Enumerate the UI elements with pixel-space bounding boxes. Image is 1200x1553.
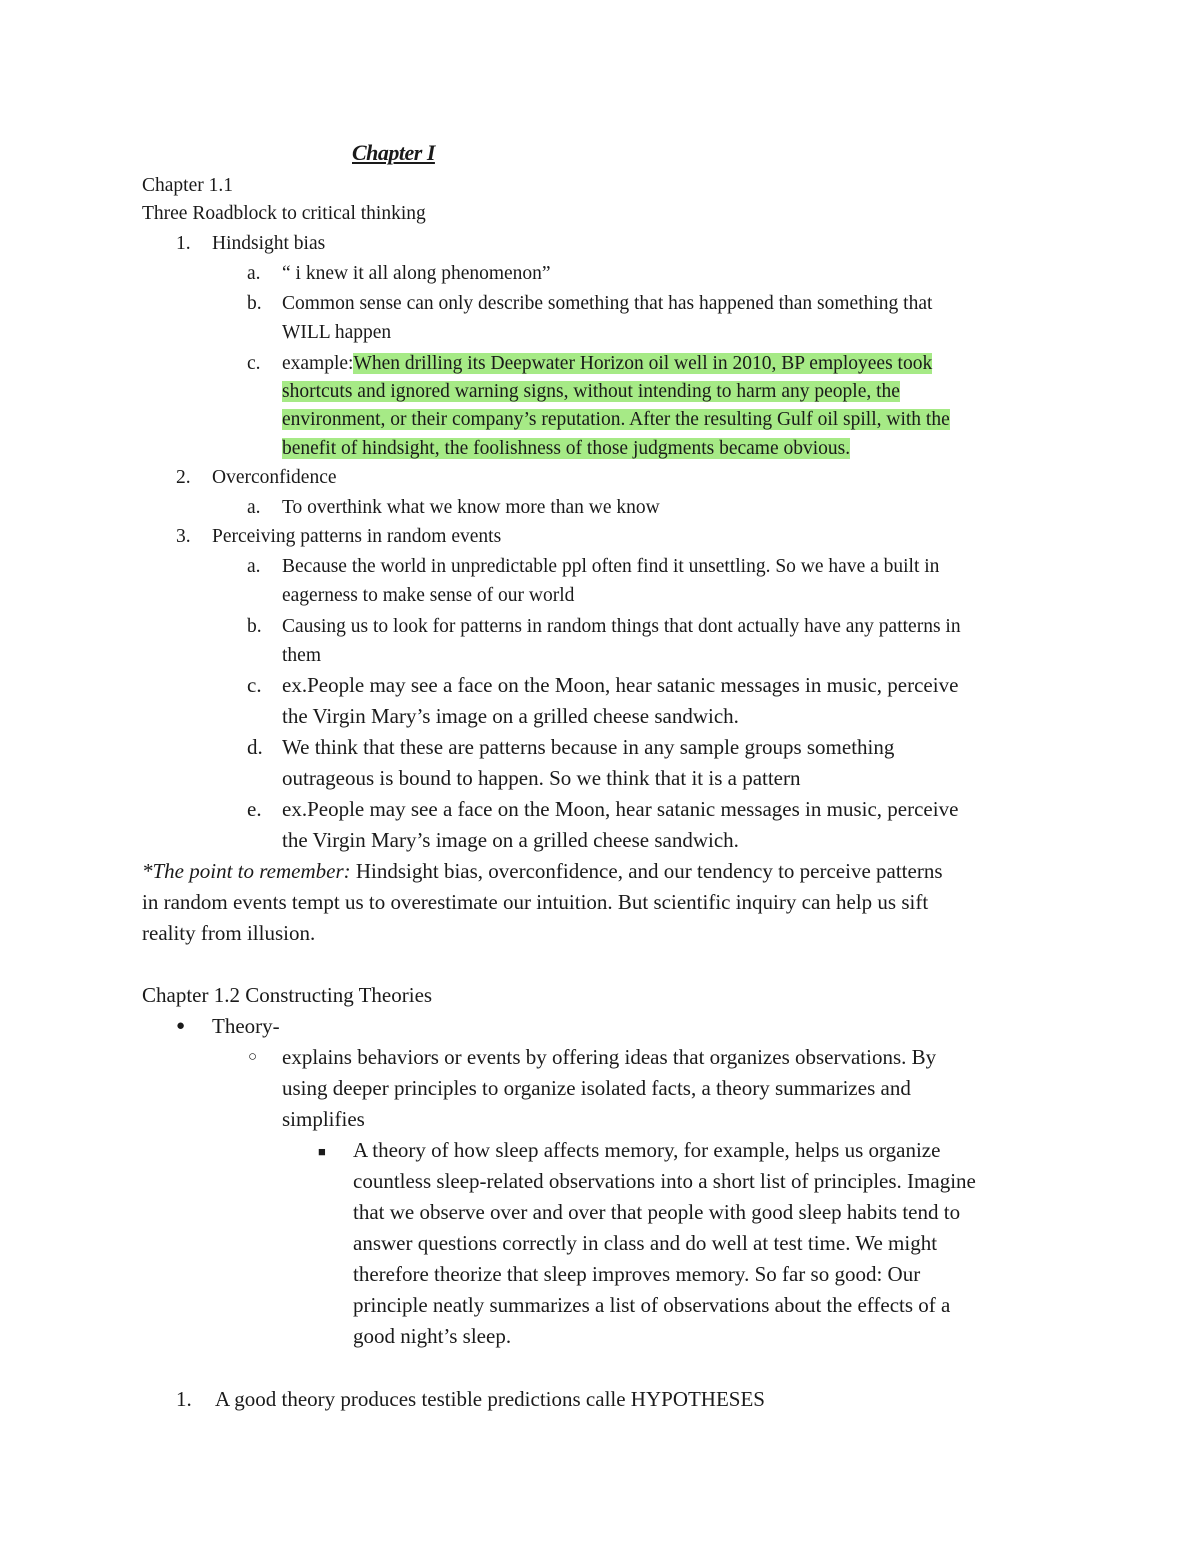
sublist-item: explains behaviors or events by offering ideas that organizes observations. By <box>282 1045 937 1069</box>
sublist-marker: a. <box>247 263 261 284</box>
hollow-bullet-icon: ○ <box>248 1049 258 1065</box>
example-item <box>282 349 932 378</box>
sublist-item: “ i knew it all along phenomenon” <box>282 263 551 284</box>
list-marker: 3. <box>176 526 191 547</box>
highlighted-line <box>282 405 950 434</box>
nested-item-continued: principle neatly summarizes a list of observations about the effects of a <box>353 1293 951 1317</box>
highlighted-text: When drilling its Deepwater Horizon oil well in 2010, BP employees took <box>353 353 933 374</box>
sublist-marker: e. <box>247 797 262 821</box>
list-item: Perceiving patterns in random events <box>212 526 502 547</box>
sublist-marker: b. <box>247 293 262 314</box>
point-text-continued: in random events tempt us to overestimate our intuition. But scientific inquiry can help us sift <box>142 890 929 914</box>
sublist-marker: a. <box>247 497 261 518</box>
section-heading: Chapter 1.2 Constructing Theories <box>142 983 433 1007</box>
list-item: Overconfidence <box>212 467 337 488</box>
sublist-item: Common sense can only describe something that has happened than something that <box>282 293 933 314</box>
sublist-item-continued: simplifies <box>282 1107 365 1131</box>
highlighted-line <box>282 434 850 463</box>
sublist-item: To overthink what we know more than we know <box>282 497 660 518</box>
sublist-item: ex.People may see a face on the Moon, hear satanic messages in music, perceive <box>282 673 959 697</box>
sublist-item: ex.People may see a face on the Moon, hear satanic messages in music, perceive <box>282 797 959 821</box>
example-prefix: example: <box>282 353 354 374</box>
sublist-item-continued: the Virgin Mary’s image on a grilled cheese sandwich. <box>282 704 739 728</box>
point-to-remember <box>142 856 943 887</box>
point-text: Hindsight bias, overconfidence, and our tendency to perceive patterns <box>350 859 943 883</box>
sublist-marker: a. <box>247 556 261 577</box>
list-item: A good theory produces testible predictions calle HYPOTHESES <box>215 1387 765 1411</box>
highlighted-text: environment, or their company’s reputation. After the resulting Gulf oil spill, with the <box>282 409 950 430</box>
sublist-item-continued: using deeper principles to organize isolated facts, a theory summarizes and <box>282 1076 911 1100</box>
sublist-marker: d. <box>247 735 263 759</box>
highlighted-text: shortcuts and ignored warning signs, without intending to harm any people, the <box>282 381 900 402</box>
list-marker: 1. <box>176 1387 192 1411</box>
sublist-item-continued: them <box>282 645 321 666</box>
list-item: Theory- <box>212 1014 280 1038</box>
nested-item-continued: that we observe over and over that people with good sleep habits tend to <box>353 1200 961 1224</box>
page-title: Chapter I <box>352 140 435 165</box>
sublist-item-continued: eagerness to make sense of our world <box>282 585 575 606</box>
sublist-item: Because the world in unpredictable ppl often find it unsettling. So we have a built in <box>282 556 940 577</box>
sublist-item: We think that these are patterns because in any sample groups something <box>282 735 895 759</box>
list-marker: 1. <box>176 233 191 254</box>
nested-item-continued: therefore theorize that sleep improves memory. So far so good: Our <box>353 1262 921 1286</box>
sublist-marker: c. <box>247 353 261 374</box>
list-marker: 2. <box>176 467 191 488</box>
sublist-item-continued: the Virgin Mary’s image on a grilled cheese sandwich. <box>282 828 739 852</box>
sublist-item-continued: outrageous is bound to happen. So we think that it is a pattern <box>282 766 801 790</box>
highlighted-line <box>282 377 900 406</box>
sublist-item-continued: WILL happen <box>282 322 392 343</box>
highlighted-text: benefit of hindsight, the foolishness of those judgments became obvious. <box>282 438 851 459</box>
nested-item: A theory of how sleep affects memory, for example, helps us organize <box>353 1138 941 1162</box>
section-subheading: Three Roadblock to critical thinking <box>142 203 426 224</box>
nested-item-continued: answer questions correctly in class and do well at test time. We might <box>353 1231 938 1255</box>
nested-item-continued: countless sleep-related observations into a short list of principles. Imagine <box>353 1169 976 1193</box>
point-text-continued: reality from illusion. <box>142 921 316 945</box>
sublist-item: Causing us to look for patterns in random things that dont actually have any patterns in <box>282 616 961 637</box>
square-bullet-icon: ■ <box>318 1144 326 1159</box>
bullet-icon: ● <box>176 1018 186 1034</box>
sublist-marker: b. <box>247 616 262 637</box>
section-heading: Chapter 1.1 <box>142 175 233 196</box>
point-label: *The point to remember: <box>142 859 351 883</box>
list-item: Hindsight bias <box>212 233 326 254</box>
sublist-marker: c. <box>247 673 262 697</box>
nested-item-continued: good night’s sleep. <box>353 1324 512 1348</box>
